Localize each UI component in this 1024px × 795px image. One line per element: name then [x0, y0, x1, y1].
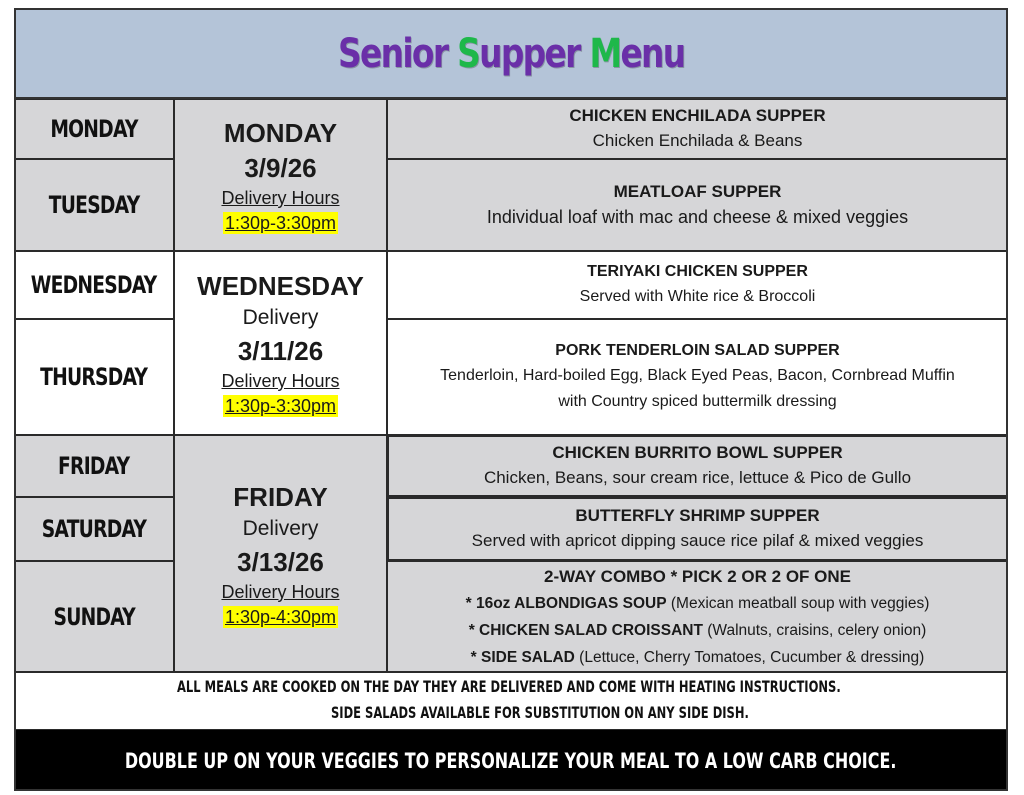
delivery-day: FRIDAY — [233, 481, 328, 512]
meal-description: Served with apricot dipping sauce rice pilaf & mixed veggies — [471, 531, 924, 550]
footer-note-line-1: ALL MEALS ARE COOKED ON THE DAY THEY ARE DELIVERED AND COME WITH HEATING INSTRUCTIONS. — [177, 677, 841, 696]
delivery-hours-label: Delivery Hours — [221, 581, 340, 602]
meal-title: BUTTERFLY SHRIMP SUPPER — [575, 506, 820, 525]
delivery-hours-time: 1:30p-3:30pm — [224, 396, 337, 416]
day-label: SATURDAY — [41, 515, 147, 543]
combo-item-name: * 16oz ALBONDIGAS SOUP — [465, 594, 667, 612]
delivery-date: 3/13/26 — [237, 546, 324, 577]
delivery-word: Delivery — [242, 516, 319, 540]
combo-item-detail: (Lettuce, Cherry Tomatoes, Cucumber & dressing) — [574, 648, 925, 666]
delivery-hours-label: Delivery Hours — [221, 188, 340, 208]
meal-description: Tenderloin, Hard-boiled Egg, Black Eyed Peas, Bacon, Cornbread Muffin — [440, 367, 955, 384]
meal-title: MEATLOAF SUPPER — [613, 182, 782, 201]
meal-description: Individual loaf with mac and cheese & mixed veggies — [486, 207, 909, 227]
day-label: FRIDAY — [58, 452, 130, 480]
combo-item-name: * SIDE SALAD — [470, 648, 575, 666]
title-word-upper: upper — [478, 30, 590, 77]
meal-description: Served with White rice & Broccoli — [579, 288, 816, 305]
day-label: THURSDAY — [40, 363, 148, 391]
title-word-enu: enu — [620, 30, 685, 77]
delivery-hours-label: Delivery Hours — [221, 371, 340, 391]
menu-frame — [14, 8, 1008, 791]
footer-note-line-2: SIDE SALADS AVAILABLE FOR SUBSTITUTION ON ANY SIDE DISH. — [331, 703, 749, 722]
delivery-date: 3/11/26 — [237, 336, 324, 366]
delivery-hours-time: 1:30p-3:30pm — [224, 213, 337, 233]
delivery-day: WEDNESDAY — [197, 271, 364, 301]
meal-title: CHICKEN ENCHILADA SUPPER — [569, 106, 826, 125]
meal-title: CHICKEN BURRITO BOWL SUPPER — [552, 443, 843, 462]
day-label: TUESDAY — [48, 191, 140, 219]
delivery-day: MONDAY — [223, 118, 338, 148]
combo-item-name: * CHICKEN SALAD CROISSANT — [468, 621, 703, 639]
meal-title: PORK TENDERLOIN SALAD SUPPER — [555, 342, 840, 359]
meal-description: Chicken Enchilada & Beans — [592, 131, 803, 150]
delivery-word: Delivery — [242, 306, 319, 329]
title-letter-s: S — [456, 30, 479, 77]
delivery-date: 3/9/26 — [244, 153, 317, 183]
title-word-senior: Senior — [337, 30, 457, 77]
day-label: SUNDAY — [53, 602, 135, 631]
combo-item-detail: (Walnuts, craisins, celery onion) — [702, 621, 927, 639]
footer-banner-text: DOUBLE UP ON YOUR VEGGIES TO PERSONALIZE YOUR MEAL TO A LOW CARB CHOICE. — [125, 748, 897, 773]
meal-title: TERIYAKI CHICKEN SUPPER — [587, 263, 808, 280]
title-letter-m: M — [589, 30, 621, 77]
combo-title: 2-WAY COMBO * PICK 2 OR 2 OF ONE — [543, 566, 851, 586]
day-label: WEDNESDAY — [31, 271, 157, 299]
day-label: MONDAY — [50, 115, 138, 143]
meal-description-line2: with Country spiced buttermilk dressing — [558, 393, 837, 410]
meal-description: Chicken, Beans, sour cream rice, lettuce & Pico de Gullo — [483, 468, 912, 487]
combo-item-detail: (Mexican meatball soup with veggies) — [666, 594, 930, 612]
delivery-hours-time: 1:30p-4:30pm — [224, 606, 337, 627]
